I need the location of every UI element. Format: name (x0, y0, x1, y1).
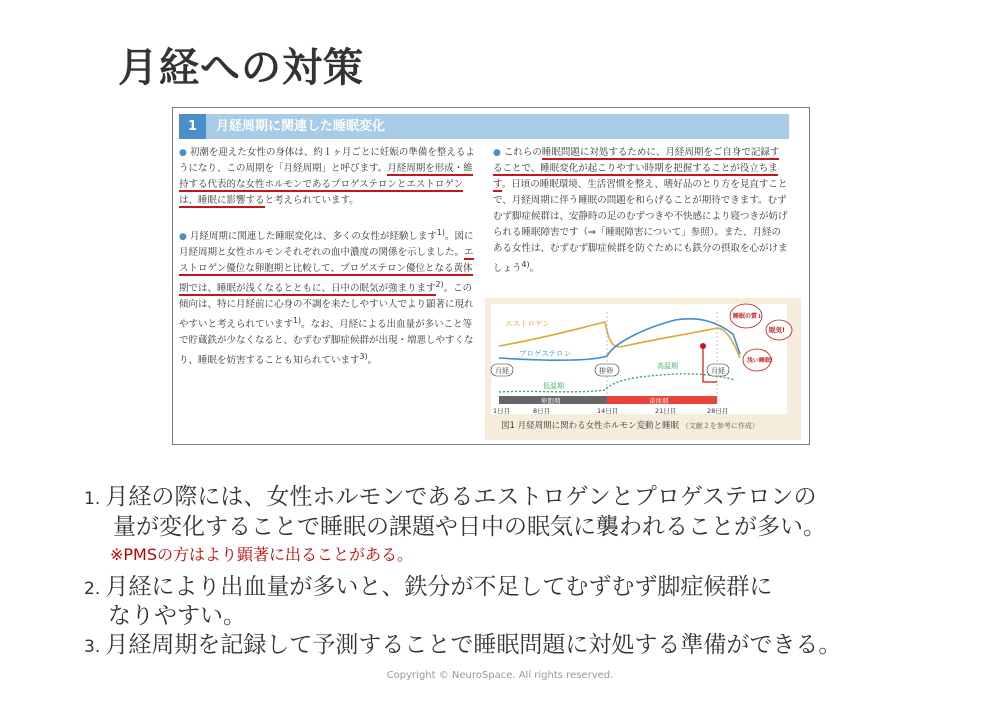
list-item-3-line-1 (84, 626, 841, 659)
day-21-label: 21日目 (655, 407, 677, 415)
low-temp-label: 低温期 (543, 382, 564, 390)
caption-source: （文献２を参考に作成） (681, 422, 759, 430)
bullet-dot-icon: ● (179, 232, 187, 243)
luteal-label: 黄体期 (649, 397, 669, 405)
paragraph-text: 月経周期に関連した睡眠変化は、多くの女性が経験します (189, 231, 437, 243)
paragraph-text: 初潮を迎えた女性の身体は、約１ヶ月ごとに妊娠の準備を整えるようになり、この周期を「月経周期」と呼びます。 (179, 147, 475, 174)
paragraph-text: 。なお、月経による出血量が多いこと等で貯蔵鉄が少なくなると、むずむず脚症候群が出現・増悪しやすくなり、睡眠を妨害することも知られています (179, 319, 474, 367)
estrogen-label: エストロゲン (505, 319, 550, 328)
article-paragraph-3 (493, 145, 788, 277)
underlined-text: 月経周期を形成・維持する代表的な女性ホルモンであるプロゲステロンとエストロゲンは、睡眠に影響する (179, 163, 473, 206)
high-temp-label: 高温期 (657, 362, 678, 370)
bullet-dot-icon: ● (179, 148, 187, 158)
list-text: 月経周期を記録して予測することで睡眠問題に対処する準備ができる。 (105, 632, 842, 658)
paragraph-text: 。日頃の睡眠環境、生活習慣を整え、嗜好品のとり方を見直すことで、月経周期に伴う睡眠の問題を和らげることが期待できます。むずむず脚症候群は、安静時の足のむずつきや不快感により寝つきが妨げられる睡眠障害です（⇒「睡眠障害について」参照）。また、月経のある女性は、むずむず脚症候群を防ぐためにも鉄分の摂取を心がけましょう (493, 179, 788, 275)
citation: 1) (436, 228, 445, 237)
list-number: 2. (84, 579, 101, 599)
day-1-label: 1日目 (493, 407, 511, 415)
paragraph-text: 。 (367, 355, 378, 367)
ovulation-label: 排卵 (599, 367, 613, 375)
list-number: 1. (84, 489, 101, 509)
progesterone-label: プロゲステロン (519, 349, 572, 358)
article-paragraph-2 (179, 225, 475, 370)
list-item-1-line-2: 量が変化することで睡眠の課題や日中の眠気に襲われることが多い。 (113, 514, 826, 540)
article-number: 1 (179, 114, 206, 139)
article-header (179, 114, 789, 139)
follicular-label: 卵胞期 (541, 397, 561, 405)
citation: 2) (435, 280, 444, 290)
marker-dot-icon (700, 343, 706, 349)
menses-label: 月経 (495, 367, 509, 375)
paragraph-text: 。 (529, 263, 540, 275)
list-item-2-line-2: なりやすい。 (108, 603, 246, 629)
copyright-footer: Copyright © NeuroSpace. All rights reserved. (386, 670, 614, 681)
article-figure (172, 107, 810, 445)
figure-caption (501, 419, 759, 431)
list-number: 3. (84, 637, 101, 657)
menses-label-2: 月経 (711, 367, 725, 375)
sleepiness-text: 眠気! (769, 326, 785, 334)
underlined-text: エストロゲン優位な卵胞期と比較して、プロゲステロン優位となる黄体期では、睡眠が浅くなるとともに、日中の眠気が強まります (179, 247, 474, 295)
shallow-sleep-text: 浅い睡眠! (747, 358, 773, 364)
hormone-cycle-figure (485, 298, 801, 440)
paragraph-text: 。図に月経周期と女性ホルモンそれぞれの血中濃度の関係を示しました。 (179, 231, 474, 259)
article-heading: 月経周期に関連した睡眠変化 (216, 119, 386, 134)
list-item-1-line-1 (84, 478, 817, 511)
paragraph-text: これらの (503, 147, 542, 158)
citation: 4) (521, 260, 530, 269)
slide-title: 月経への対策 (118, 45, 364, 91)
citation: 3) (359, 352, 368, 362)
pms-note: ※PMSの方はより顕著に出ることがある。 (110, 545, 414, 564)
underlined-text: 睡眠問題に対処するために、月経周期をご自身で記録することで、睡眠変化が起こりやすい時期を把握することが役立ちます (493, 147, 780, 190)
caption-text: 図1 月経周期に関わる女性ホルモン変動と睡眠 (501, 421, 680, 431)
bullet-dot-icon: ● (493, 148, 501, 158)
sleep-quality-text: 睡眠の質↓ (733, 313, 763, 320)
list-text: 月経の際には、女性ホルモンであるエストロゲンとプロゲステロンの (105, 484, 817, 510)
paragraph-text: 。この傾向は、特に月経前に心身の不調を来たしやすい人でより顕著に現れやすいと考えられています (179, 283, 474, 331)
day-28-label: 28日目 (707, 407, 729, 415)
list-text: 月経により出血量が多いと、鉄分が不足してむずむず脚症候群に (105, 574, 773, 600)
paragraph-text: と考えられています。 (264, 195, 359, 206)
day-14-label: 14日目 (597, 407, 619, 415)
day-8-label: 8日目 (533, 407, 551, 415)
citation: 1) (293, 316, 302, 326)
article-paragraph-1 (179, 145, 475, 209)
